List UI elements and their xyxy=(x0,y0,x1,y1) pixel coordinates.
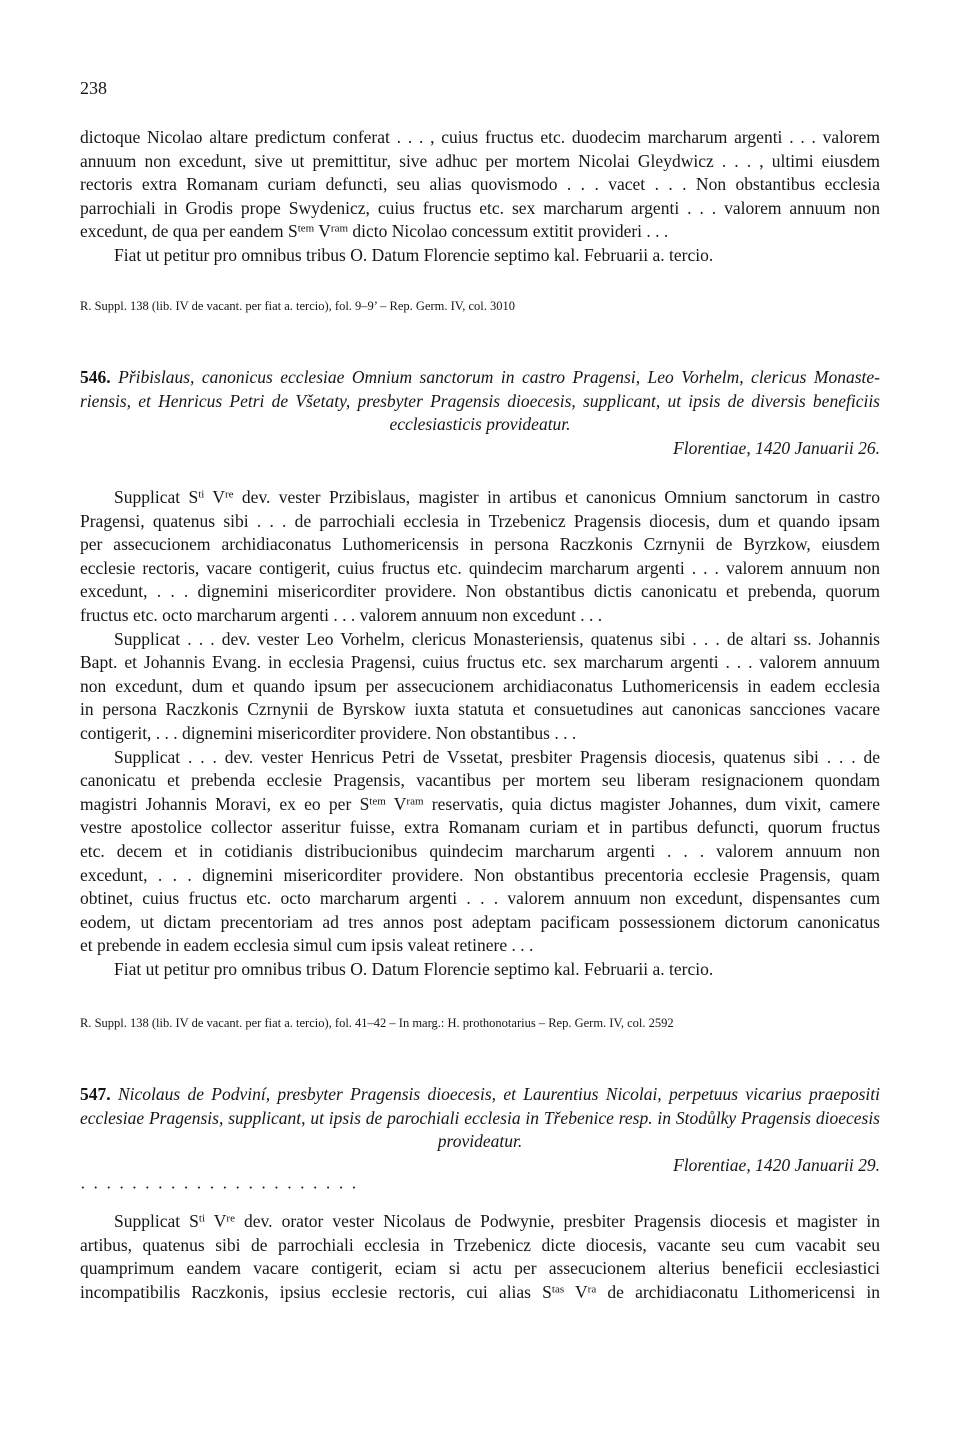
text-line: quamprimum eandem vacare contigerit, eciam si actu per assecucionem alterius beneficii ecclesiastici xyxy=(80,1258,880,1279)
entry-546-body xyxy=(80,486,880,981)
text-line: annuum non excedunt, sive ut premittitur, sive adhuc per mortem Nicolai Gleydwicz . . . , ultimi eiusdem xyxy=(80,150,880,171)
text-line: magistri Johannis Moravi, ex eo per $S^{tem}$ $V^{ram}$ reservatis, quia dictus magister Johannes, dum vixit, camere xyxy=(80,793,880,814)
text-line: incompatibilis Raczkonis, ipsius ecclesie rectoris, cui alias $S^{tas}$ $V^{ra}$ de archidiaconatu Lithomericensi in xyxy=(80,1281,880,1302)
entry-547-header xyxy=(80,1083,880,1177)
text-line: parrochiali in Grodis prope Swydenicz, cuius fructus etc. sex marcharum argenti . . . valorem annuum non xyxy=(80,197,880,218)
text-line: ecclesie rectoris, vacare contigerit, cuius fructus etc. quindecim marcharum argenti . . . valorem annuum non xyxy=(80,557,880,578)
text-line: Supplicat $S^{ti}$ Vre dev. vester Przibislaus, magister in artibus et canonicus Omnium sanctorum in castro xyxy=(114,487,880,507)
header-line: ecclesiae Pragensis, supplicant, ut ipsis de parochiali ecclesia in Třebenice resp. in Stodůlky Pragensis dioecesis xyxy=(80,1107,880,1128)
archival-reference: R. Suppl. 138 (lib. IV de vacant. per fiat a. tercio), fol. 41–42 – In marg.: H. prothonotarius – Rep. Germ. IV, col. 2592 xyxy=(80,1016,674,1030)
page-number: 238 xyxy=(80,78,107,98)
dateline: Florentiae, 1420 Januarii 29. xyxy=(673,1154,880,1175)
header-line: riensis, et Henricus Petri de Všetaty, presbyter Pragensis dioecesis, supplicant, ut ipsis de diversis beneficiis xyxy=(80,390,880,411)
text-line: Bapt. et Johannis Evang. in ecclesia Pragensi, cuius fructus etc. sex marcharum argenti . . . valorem annuum xyxy=(80,652,880,673)
text-line: etc. decem et in cotidianis distribucionibus quindecim marcharum argenti . . . valorem annuum non xyxy=(80,840,880,861)
text-line: per assecucionem archidiaconatus Luthomericensis in persona Raczkonis Czrnynii de Byrzkow, eiusdem xyxy=(80,534,880,555)
text-line: vestre apostolice collector asseritur fuisse, extra Romanam curiam et in partibus defuncti, quorum fructus xyxy=(80,817,880,838)
archival-reference: R. Suppl. 138 (lib. IV de vacant. per fiat a. tercio), fol. 9–9’ – Rep. Germ. IV, col. 3010 xyxy=(80,299,515,313)
text-line: fructus etc. octo marcharum argenti . . . valorem annuum non excedunt . . . xyxy=(80,604,603,625)
text-line: et prebende in eadem ecclesia simul cum ipsis valeat retinere . . . xyxy=(80,935,534,956)
header-line: provideatur. xyxy=(437,1131,523,1152)
entry-number: 546. xyxy=(80,367,111,387)
text-line: obtinet, cuius fructus etc. octo marcharum argenti . . . valorem annuum non excedunt, dispensantes cum xyxy=(80,888,880,909)
header-line: 547. Nicolaus de Podviní, presbyter Pragensis dioecesis, et Laurentius Nicolai, perpetuus vicarius praepositi xyxy=(80,1084,880,1104)
text-line: artibus, quatenus sibi de parrochiali ecclesia in Trzebenicz dicte diocesis, vacante seu cum vacabit seu xyxy=(80,1234,880,1255)
text-line: contigerit, . . . dignemini misericorditer providere. Non obstantibus . . . xyxy=(80,722,577,743)
header-line: 546. Přibislaus, canonicus ecclesiae Omnium sanctorum in castro Pragensi, Leo Vorhelm, clericus Monaste- xyxy=(80,367,880,387)
entry-546-header xyxy=(80,366,880,460)
text-line: eodem, ut dictam precentoriam ad tres annos post adeptam pacificam possessionem dictorum canonicatus xyxy=(80,911,880,932)
text-line: dictoque Nicolao altare predictum conferat . . . , cuius fructus etc. duodecim marcharum argenti . . . valorem xyxy=(80,127,880,147)
dateline: Florentiae, 1420 Januarii 26. xyxy=(673,437,880,458)
text-line: excedunt, . . . dignemini misericorditer providere. Non obstantibus dictis canonicatu et prebenda, quorum xyxy=(80,581,880,602)
fiat-line: Fiat ut petitur pro omnibus tribus O. Datum Florencie septimo kal. Februarii a. tercio. xyxy=(114,244,714,265)
text-line: Supplicat $S^{ti}$ Vre dev. orator vester Nicolaus de Podwynie, presbiter Pragensis diocesis et magister in xyxy=(114,1211,881,1231)
text-line: rectoris extra Romanam curiam defuncti, seu alias quovismodo . . . vacet . . . Non obstantibus ecclesia xyxy=(80,174,880,195)
entry-547-body xyxy=(80,1210,880,1304)
omission-dots: · · · · · · · · · · · · · · · · · · · · · · xyxy=(80,1178,359,1197)
header-line: ecclesiasticis provideatur. xyxy=(389,414,571,435)
fiat-line: Fiat ut petitur pro omnibus tribus O. Datum Florencie septimo kal. Februarii a. tercio. xyxy=(114,958,714,979)
text-line: in persona Raczkonis Czrnynii de Byrskow iuxta statuta et consuetudines aut canonicas sancciones vacare xyxy=(80,699,880,720)
text-line: canonicatu et prebenda ecclesie Pragensis, vacantibus per mortem seu liberam resignacionem quondam xyxy=(80,770,880,791)
text-line: excedunt, de qua per eandem $S^{tem}$ $V^{ram}$ dicto Nicolao concessum extitit provideri . . . xyxy=(80,221,669,242)
text-line: Pragensi, quatenus sibi . . . de parrochiali ecclesia in Trzebenicz Pragensis diocesis, dum et quando ipsam xyxy=(80,510,880,531)
intro-paragraph xyxy=(80,126,880,268)
text-line: Supplicat . . . dev. vester Leo Vorhelm, clericus Monasteriensis, quatenus sibi . . . de altari ss. Johannis xyxy=(114,628,880,649)
text-line: excedunt, . . . dignemini misericorditer providere. Non obstantibus precentoria ecclesie Pragensis, quam xyxy=(80,864,880,885)
text-line: non excedunt, dum et quando ipsum per assecucionem archidiaconatus Luthomericensis in eadem ecclesia xyxy=(80,675,880,696)
text-line: Supplicat . . . dev. vester Henricus Petri de Vssetat, presbiter Pragensis diocesis, quatenus sibi . . . de xyxy=(114,746,880,767)
entry-number: 547. xyxy=(80,1084,111,1104)
